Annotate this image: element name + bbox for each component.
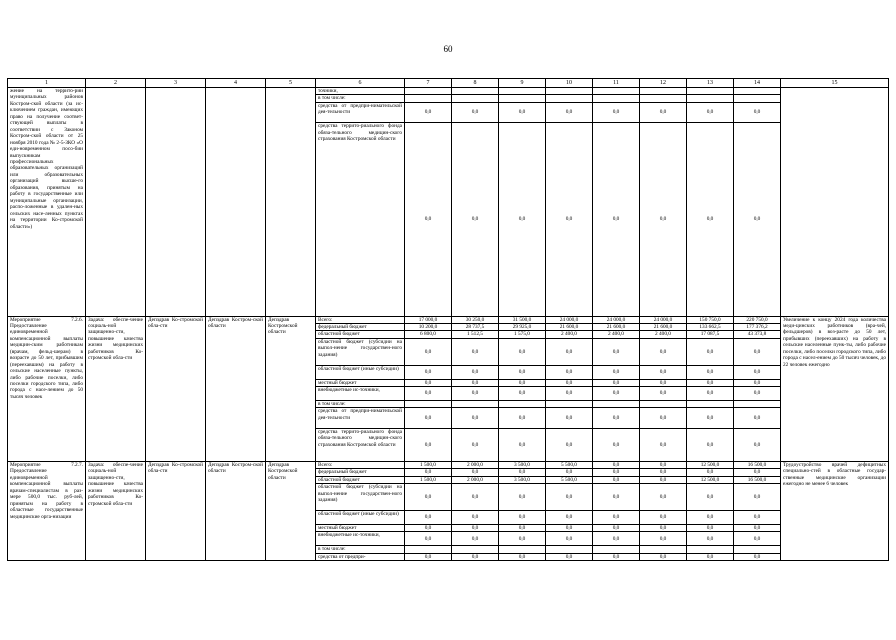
value-cell: 0,0 [452, 553, 499, 560]
value-cell: 0,0 [452, 469, 499, 476]
value-cell: 28 737,5 [452, 323, 499, 330]
value-cell: 0,0 [640, 102, 687, 122]
responsible-cell [266, 88, 316, 317]
source-label: в том числе: [316, 95, 405, 102]
measure-description: жение на террито-рии муниципальных районов Костром-ской области (за ис-ключением граждан, имеющих право на получение соответ-ствующей выплаты в соответствии с Законом Костром-ской области от 25 ноября 2010 года № 2-5-ЗКО «О еди-новременном посо-бии выпускникам профессиональных образовательных организаций или образовательных организаций высше-го образования, принятым на работу в государственные или муниципальные организации, распо-ложенные в удален-ных сельских насе-ленных пунктах на территории Ко-стромской области») [8, 88, 86, 317]
budget-table [7, 78, 889, 561]
value-cell: 0,0 [593, 532, 640, 546]
value-cell: 17 087,5 [687, 331, 734, 338]
header-cell: 15 [781, 79, 889, 88]
measure-description: Мероприятие 7.2.7. Предоставление единовременной компенсационной выплаты врачам-специалистам в раз-мере 500,0 тыс. руб-лей, принятым на работу в областные государственные медицинские орга-низации [8, 461, 86, 560]
value-cell [593, 95, 640, 102]
value-cell: 5 500,0 [546, 461, 593, 468]
value-cell: 0,0 [593, 553, 640, 560]
header-cell: 10 [546, 79, 593, 88]
value-cell: 2 400,0 [593, 331, 640, 338]
value-cell: 3 500,0 [499, 461, 546, 468]
value-cell: 0,0 [499, 532, 546, 546]
value-cell: 0,0 [452, 532, 499, 546]
value-cell: 0,0 [593, 511, 640, 525]
value-cell: 177 376,2 [734, 323, 781, 330]
value-cell: 0,0 [687, 511, 734, 525]
value-cell: 0,0 [499, 408, 546, 428]
value-cell: 0,0 [499, 387, 546, 401]
value-cell: 29 925,0 [499, 323, 546, 330]
value-cell: 0,0 [405, 524, 452, 531]
value-cell: 0,0 [593, 461, 640, 468]
value-cell [499, 95, 546, 102]
value-cell: 21 600,0 [593, 323, 640, 330]
value-cell [734, 88, 781, 95]
value-cell: 0,0 [405, 408, 452, 428]
value-cell: 31 500,0 [499, 316, 546, 323]
value-cell: 0,0 [734, 484, 781, 511]
value-cell: 0,0 [734, 387, 781, 401]
source-label: Всего: [316, 316, 405, 323]
value-cell: 0,0 [546, 511, 593, 525]
value-cell [499, 400, 546, 407]
value-cell [687, 95, 734, 102]
value-cell [640, 88, 687, 95]
header-cell: 7 [405, 79, 452, 88]
source-label: точники, [316, 88, 405, 95]
expected-result [781, 88, 889, 317]
header-cell: 6 [316, 79, 405, 88]
value-cell: 0,0 [405, 102, 452, 122]
value-cell: 0,0 [640, 532, 687, 546]
value-cell [593, 546, 640, 553]
value-cell: 0,0 [734, 408, 781, 428]
value-cell [640, 400, 687, 407]
value-cell [452, 95, 499, 102]
value-cell: 0,0 [593, 476, 640, 483]
value-cell: 0,0 [405, 365, 452, 379]
value-cell: 6 800,0 [405, 331, 452, 338]
value-cell: 1 500,0 [405, 476, 452, 483]
source-label: в том числе: [316, 400, 405, 407]
value-cell: 24 000,0 [546, 316, 593, 323]
value-cell: 0,0 [546, 379, 593, 386]
value-cell: 0,0 [687, 428, 734, 461]
value-cell [546, 400, 593, 407]
value-cell: 0,0 [640, 379, 687, 386]
table-row [8, 316, 889, 323]
value-cell: 0,0 [452, 511, 499, 525]
value-cell: 0,0 [546, 123, 593, 316]
value-cell: 0,0 [593, 484, 640, 511]
header-cell: 12 [640, 79, 687, 88]
header-cell: 4 [206, 79, 266, 88]
value-cell: 0,0 [734, 428, 781, 461]
value-cell: 1 500,0 [405, 461, 452, 468]
value-cell: 0,0 [640, 408, 687, 428]
value-cell: 2 400,0 [640, 331, 687, 338]
value-cell [640, 546, 687, 553]
value-cell: 0,0 [687, 123, 734, 316]
source-label: средства террито-риального фонда обяза-тельного медицин-ского страхования Костромской области [316, 428, 405, 461]
value-cell [687, 400, 734, 407]
value-cell: 0,0 [452, 387, 499, 401]
value-cell: 0,0 [687, 469, 734, 476]
table-body [8, 79, 889, 561]
value-cell: 0,0 [687, 484, 734, 511]
value-cell: 2 400,0 [546, 331, 593, 338]
value-cell [405, 88, 452, 95]
expected-result: Трудоустройство врачей дефицитных специально-стей в областные государ-ственные медицинские организации ежегодно не менее 6 человек [781, 461, 889, 560]
value-cell: 0,0 [593, 387, 640, 401]
value-cell: 12 500,0 [687, 476, 734, 483]
value-cell: 0,0 [687, 532, 734, 546]
value-cell: 0,0 [546, 102, 593, 122]
value-cell [546, 88, 593, 95]
value-cell: 0,0 [499, 338, 546, 365]
table-row [8, 461, 889, 468]
coexecutor-cell: Депздрав Ко-стромской обла-сти [146, 316, 206, 461]
source-label: средства от предпри- [316, 553, 405, 560]
responsible-cell: Депздрав Костромской области [266, 316, 316, 461]
value-cell: 0,0 [687, 387, 734, 401]
value-cell [499, 546, 546, 553]
value-cell: 2 000,0 [452, 461, 499, 468]
value-cell: 0,0 [593, 524, 640, 531]
value-cell: 0,0 [734, 379, 781, 386]
value-cell: 16 500,0 [734, 461, 781, 468]
value-cell: 0,0 [734, 123, 781, 316]
value-cell: 0,0 [734, 532, 781, 546]
value-cell: 0,0 [546, 484, 593, 511]
value-cell [452, 88, 499, 95]
value-cell: 16 500,0 [734, 476, 781, 483]
value-cell [593, 400, 640, 407]
value-cell: 43 373,8 [734, 331, 781, 338]
header-cell: 13 [687, 79, 734, 88]
value-cell: 150 750,0 [687, 316, 734, 323]
value-cell: 0,0 [640, 511, 687, 525]
value-cell: 0,0 [593, 408, 640, 428]
value-cell: 0,0 [452, 428, 499, 461]
customer-cell [206, 88, 266, 317]
value-cell: 0,0 [499, 102, 546, 122]
value-cell: 0,0 [546, 428, 593, 461]
value-cell [499, 88, 546, 95]
value-cell: 0,0 [640, 553, 687, 560]
value-cell: 0,0 [499, 379, 546, 386]
customer-cell: Депздрав Костром-ской области [206, 461, 266, 560]
value-cell: 10 200,0 [405, 323, 452, 330]
value-cell: 0,0 [499, 123, 546, 316]
value-cell: 0,0 [546, 408, 593, 428]
expected-result: Увеличение к концу 2024 года количества меди-цинских работников (вра-чей, фельдшеров) в воз-расте до 50 лет, прибывших (переехавших) на работу в сельские населенные пунк-ты, либо рабочие поселки, либо поселки городского типа, либо города с насел-ением до 50 тысяч человек, до 22 человек ежегодно [781, 316, 889, 461]
value-cell: 0,0 [593, 365, 640, 379]
value-cell: 0,0 [452, 524, 499, 531]
source-label: местный бюджет [316, 379, 405, 386]
value-cell [452, 546, 499, 553]
value-cell: 0,0 [499, 484, 546, 511]
value-cell: 17 000,0 [405, 316, 452, 323]
header-cell: 14 [734, 79, 781, 88]
value-cell: 0,0 [452, 484, 499, 511]
value-cell: 0,0 [687, 365, 734, 379]
source-label: областной бюджет (субсидии на выпол-нение государствен-ного задания) [316, 484, 405, 511]
value-cell: 0,0 [546, 524, 593, 531]
value-cell: 0,0 [593, 102, 640, 122]
source-label: средства террито-риального фонда обяза-тельного медицин-ского страхования Костромской области [316, 123, 405, 316]
value-cell: 0,0 [452, 408, 499, 428]
value-cell [452, 400, 499, 407]
measure-description: Мероприятие 7.2.6. Предоставление единовременной компенсационной выплаты медицин-ским работникам (врачам, фельд-шерам) в возрасте до 50 лет, прибывшим (переехавшим) на работу в сельские населенные пункты, либо рабочие поселки, либо поселки городского типа, либо города с насе-лением до 50 тысяч человек [8, 316, 86, 461]
value-cell [546, 546, 593, 553]
value-cell: 0,0 [640, 123, 687, 316]
value-cell: 0,0 [499, 365, 546, 379]
source-label: областной бюджет [316, 476, 405, 483]
source-label: областной бюджет [316, 331, 405, 338]
header-cell: 11 [593, 79, 640, 88]
header-cell: 2 [86, 79, 146, 88]
value-cell: 24 000,0 [640, 316, 687, 323]
value-cell: 0,0 [734, 469, 781, 476]
task-cell: Задача: обеспе-чение социаль-ной защищенно-сти, повышение качества жизни медицинских работников Ко-стромской обла-сти [86, 461, 146, 560]
value-cell: 0,0 [546, 387, 593, 401]
value-cell: 0,0 [593, 379, 640, 386]
value-cell: 0,0 [405, 428, 452, 461]
source-label: областной бюджет (иные субсидии) [316, 365, 405, 379]
value-cell: 0,0 [405, 387, 452, 401]
header-row [8, 79, 889, 88]
task-cell [86, 88, 146, 317]
value-cell: 0,0 [687, 524, 734, 531]
value-cell: 0,0 [405, 511, 452, 525]
source-label: средства от предпри-нимательской дея-тельности [316, 102, 405, 122]
value-cell: 0,0 [687, 338, 734, 365]
value-cell: 0,0 [593, 428, 640, 461]
header-cell: 5 [266, 79, 316, 88]
value-cell: 0,0 [734, 365, 781, 379]
value-cell: 0,0 [452, 365, 499, 379]
value-cell [405, 546, 452, 553]
value-cell: 0,0 [546, 338, 593, 365]
value-cell [593, 88, 640, 95]
responsible-cell: Депздрав Костромской области [266, 461, 316, 560]
task-cell: Задача: обеспе-чение социаль-ной защищенно-сти, повышение качества жизни медицинских работников Ко-стромской обла-сти [86, 316, 146, 461]
value-cell: 30 250,0 [452, 316, 499, 323]
value-cell: 0,0 [452, 338, 499, 365]
value-cell [734, 95, 781, 102]
source-label: внебюджетные ис-точники, [316, 387, 405, 401]
value-cell: 0,0 [546, 469, 593, 476]
header-cell: 1 [8, 79, 86, 88]
value-cell: 0,0 [499, 469, 546, 476]
source-label: Всего: [316, 461, 405, 468]
value-cell [405, 400, 452, 407]
value-cell: 0,0 [734, 553, 781, 560]
value-cell: 0,0 [734, 338, 781, 365]
source-label: внебюджетные ис-точники, [316, 532, 405, 546]
value-cell: 3 500,0 [499, 476, 546, 483]
value-cell: 0,0 [405, 484, 452, 511]
value-cell: 0,0 [640, 365, 687, 379]
value-cell: 0,0 [405, 379, 452, 386]
coexecutor-cell [146, 88, 206, 317]
value-cell: 0,0 [499, 553, 546, 560]
value-cell: 0,0 [546, 532, 593, 546]
value-cell [687, 546, 734, 553]
page-number: 60 [443, 44, 453, 54]
value-cell: 0,0 [546, 553, 593, 560]
value-cell: 0,0 [734, 102, 781, 122]
header-cell: 3 [146, 79, 206, 88]
value-cell: 0,0 [734, 524, 781, 531]
value-cell: 0,0 [593, 469, 640, 476]
value-cell: 0,0 [546, 365, 593, 379]
value-cell: 0,0 [405, 532, 452, 546]
customer-cell: Депздрав Костром-ской области [206, 316, 266, 461]
value-cell: 0,0 [405, 469, 452, 476]
value-cell: 12 500,0 [687, 461, 734, 468]
value-cell: 0,0 [593, 338, 640, 365]
value-cell: 21 600,0 [546, 323, 593, 330]
value-cell: 0,0 [640, 387, 687, 401]
source-label: в том числе: [316, 546, 405, 553]
header-cell: 8 [452, 79, 499, 88]
value-cell [546, 95, 593, 102]
value-cell [734, 400, 781, 407]
coexecutor-cell: Депздрав Ко-стромской обла-сти [146, 461, 206, 560]
value-cell: 0,0 [640, 524, 687, 531]
table-row [8, 88, 889, 95]
value-cell: 0,0 [593, 123, 640, 316]
value-cell: 220 750,0 [734, 316, 781, 323]
value-cell: 0,0 [640, 461, 687, 468]
value-cell [405, 95, 452, 102]
value-cell: 5 500,0 [546, 476, 593, 483]
value-cell: 0,0 [640, 338, 687, 365]
value-cell: 0,0 [687, 553, 734, 560]
value-cell: 0,0 [687, 102, 734, 122]
value-cell: 0,0 [687, 379, 734, 386]
value-cell [640, 95, 687, 102]
value-cell: 0,0 [734, 511, 781, 525]
value-cell: 0,0 [640, 484, 687, 511]
value-cell [734, 546, 781, 553]
value-cell: 24 000,0 [593, 316, 640, 323]
value-cell: 0,0 [640, 476, 687, 483]
source-label: федеральный бюджет [316, 469, 405, 476]
source-label: областной бюджет (субсидии на выпол-нение государствен-ного задания) [316, 338, 405, 365]
value-cell: 0,0 [499, 428, 546, 461]
value-cell: 133 662,5 [687, 323, 734, 330]
value-cell: 1 512,5 [452, 331, 499, 338]
value-cell: 0,0 [405, 553, 452, 560]
source-label: областной бюджет (иные субсидии) [316, 511, 405, 525]
value-cell: 2 000,0 [452, 476, 499, 483]
value-cell: 0,0 [499, 511, 546, 525]
value-cell: 0,0 [687, 408, 734, 428]
value-cell [687, 88, 734, 95]
value-cell: 0,0 [452, 379, 499, 386]
value-cell: 1 575,0 [499, 331, 546, 338]
value-cell: 0,0 [452, 102, 499, 122]
source-label: средства от предпри-нимательской дея-тельности [316, 408, 405, 428]
value-cell: 21 600,0 [640, 323, 687, 330]
value-cell: 0,0 [405, 338, 452, 365]
value-cell: 0,0 [405, 123, 452, 316]
value-cell: 0,0 [640, 469, 687, 476]
value-cell: 0,0 [640, 428, 687, 461]
value-cell: 0,0 [452, 123, 499, 316]
source-label: местный бюджет [316, 524, 405, 531]
source-label: федеральный бюджет [316, 323, 405, 330]
value-cell: 0,0 [499, 524, 546, 531]
header-cell: 9 [499, 79, 546, 88]
